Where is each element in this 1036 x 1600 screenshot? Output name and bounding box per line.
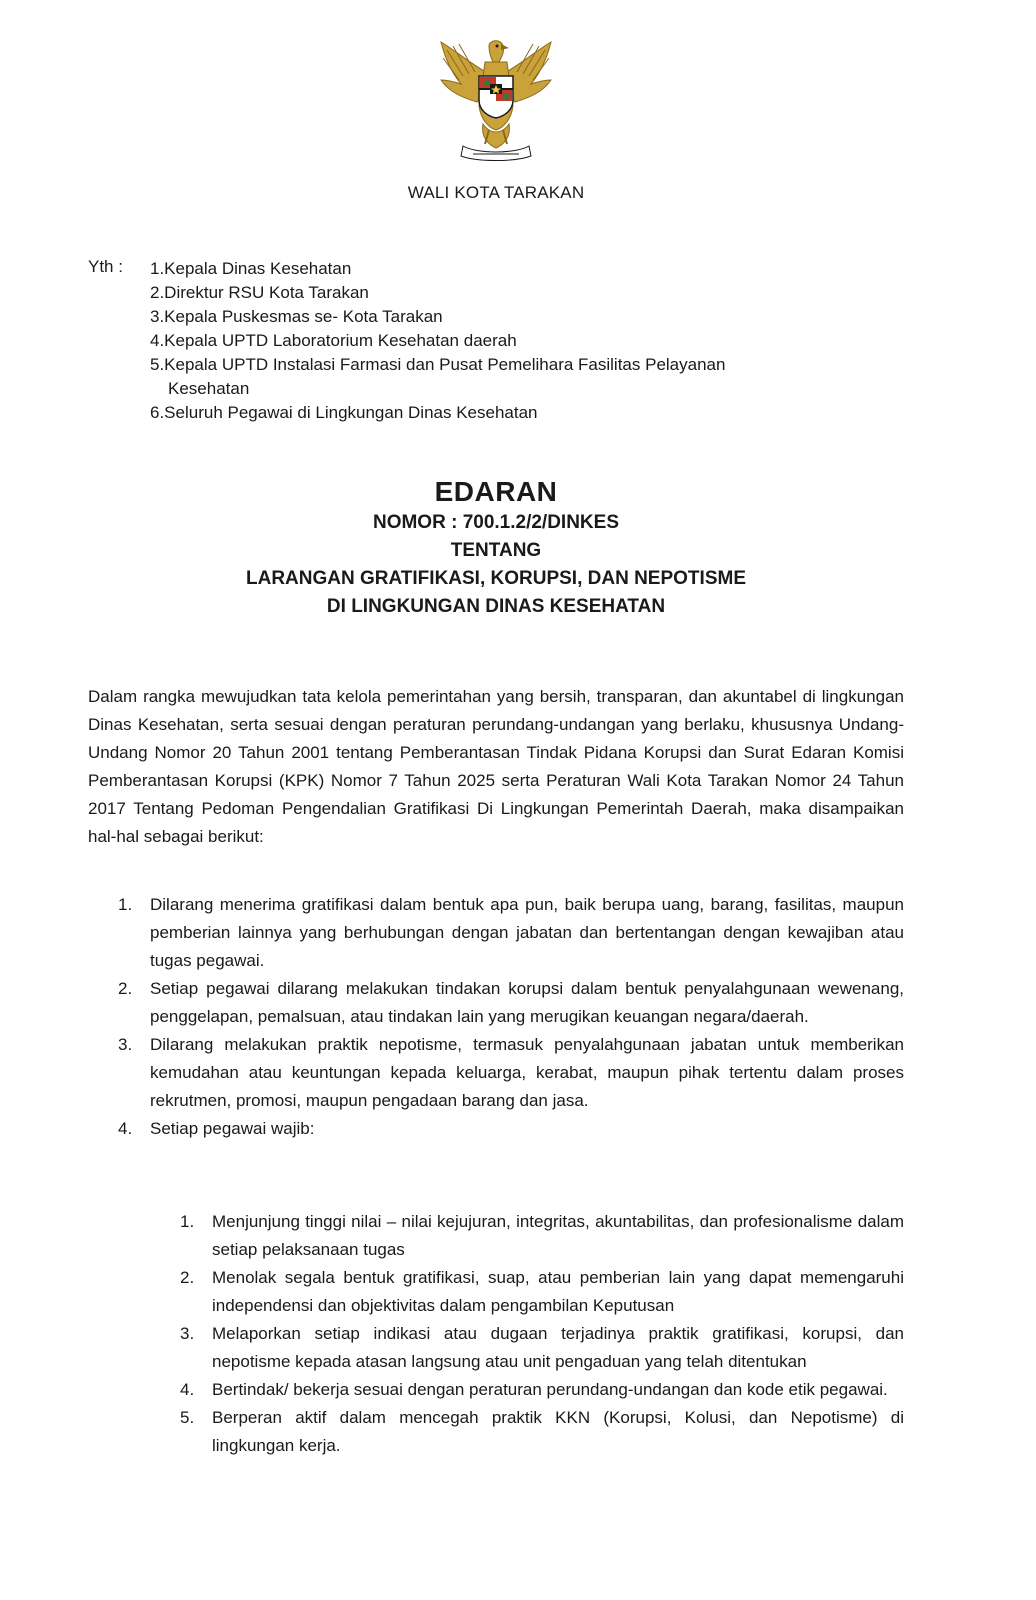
recipient-item: 3.Kepala Puskesmas se- Kota Tarakan <box>150 307 443 326</box>
point-item <box>88 1115 904 1143</box>
recipient-item: 1.Kepala Dinas Kesehatan <box>150 259 352 278</box>
obligation-item <box>150 1320 904 1376</box>
obligation-text: Menjunjung tinggi nilai – nilai kejujuran, integritas, akuntabilitas, dan profesionalisme dalam setiap pelaksanaan tugas <box>212 1212 904 1259</box>
recipient-item: 4.Kepala UPTD Laboratorium Kesehatan daerah <box>150 331 517 350</box>
point-number: 4. <box>118 1119 133 1138</box>
point-text: Dilarang menerima gratifikasi dalam bentuk apa pun, baik berupa uang, barang, fasilitas, maupun pemberian lainnya yang berhubungan dengan jabatan dan bertentangan dengan kewajiban atau tugas pegawai. <box>150 895 904 970</box>
recipient-item: 6.Seluruh Pegawai di Lingkungan Dinas Kesehatan <box>150 403 538 422</box>
document-subject: LARANGAN GRATIFIKASI, KORUPSI, DAN NEPOTISME <box>246 568 746 589</box>
point-number: 1. <box>118 895 133 914</box>
point-text: Dilarang melakukan praktik nepotisme, termasuk penyalahgunaan jabatan untuk memberikan kemudahan atau keuntungan kepada keluarga, kerabat, maupun pihak tertentu dalam proses rekrutmen, promosi, maupun pengadaan barang dan jasa. <box>150 1035 904 1110</box>
obligation-item <box>150 1208 904 1264</box>
point-text: Setiap pegawai dilarang melakukan tindakan korupsi dalam bentuk penyalahgunaan wewenang, penggelapan, pemalsuan, atau tindakan lain yang merugikan keuangan negara/daerah. <box>150 979 904 1026</box>
obligation-item <box>150 1376 904 1404</box>
obligations-list <box>150 1208 904 1460</box>
points-list <box>88 891 904 1143</box>
document-about: TENTANG <box>450 540 542 561</box>
obligation-number: 2. <box>180 1268 195 1287</box>
obligation-item <box>150 1404 904 1460</box>
document-number: NOMOR : 700.1.2/2/DINKES <box>372 512 620 533</box>
intro-paragraph: Dalam rangka mewujudkan tata kelola pemerintahan yang bersih, transparan, dan akuntabel di lingkungan Dinas Kesehatan, serta sesuai dengan peraturan perundang-undangan yang berlaku, khususnya Undang-Undang Nomor 20 Tahun 2001 tentang Pemberantasan Tindak Pidana Korupsi dan Surat Edaran Komisi Pemberantasan Korupsi (KPK) Nomor 7 Tahun 2025 serta Peraturan Wali Kota Tarakan Nomor 24 Tahun 2017 Tentang Pedoman Pengendalian Gratifikasi Di Lingkungan Pemerintah Daerah, maka disampaikan hal-hal sebagai berikut: <box>88 687 904 846</box>
recipient-label: Yth : <box>88 257 123 276</box>
recipient-item: 5.Kepala UPTD Instalasi Farmasi dan Pusat Pemelihara Fasilitas Pelayanan <box>150 355 726 374</box>
document-subject-line-2: DI LINGKUNGAN DINAS KESEHATAN <box>326 596 666 617</box>
recipient-item: 2.Direktur RSU Kota Tarakan <box>150 283 369 302</box>
obligation-text: Bertindak/ bekerja sesuai dengan peraturan perundang-undangan dan kode etik pegawai. <box>212 1380 888 1399</box>
obligation-text: Berperan aktif dalam mencegah praktik KKN (Korupsi, Kolusi, dan Nepotisme) di lingkungan kerja. <box>212 1408 904 1455</box>
recipient-item-continuation: Kesehatan <box>168 379 250 398</box>
obligation-number: 5. <box>180 1408 195 1427</box>
obligation-number: 3. <box>180 1324 195 1343</box>
obligation-number: 4. <box>180 1380 195 1399</box>
issuer-heading: WALI KOTA TARAKAN <box>407 183 585 202</box>
point-item <box>88 1031 904 1115</box>
point-number: 2. <box>118 979 133 998</box>
point-text: Setiap pegawai wajib: <box>150 1119 315 1138</box>
garuda-pancasila-emblem <box>433 36 559 164</box>
obligation-text: Melaporkan setiap indikasi atau dugaan terjadinya praktik gratifikasi, korupsi, dan nepotisme kepada atasan langsung atau unit pengaduan yang telah ditentukan <box>212 1324 904 1371</box>
point-item <box>88 975 904 1031</box>
point-item <box>88 891 904 975</box>
recipient-list <box>150 257 910 425</box>
document-title: EDARAN <box>434 476 558 507</box>
title-block <box>0 475 992 621</box>
obligation-text: Menolak segala bentuk gratifikasi, suap, atau pemberian lain yang dapat memengaruhi independensi dan objektivitas dalam pengambilan Keputusan <box>212 1268 904 1315</box>
obligation-number: 1. <box>180 1212 195 1231</box>
point-number: 3. <box>118 1035 133 1054</box>
obligation-item <box>150 1264 904 1320</box>
